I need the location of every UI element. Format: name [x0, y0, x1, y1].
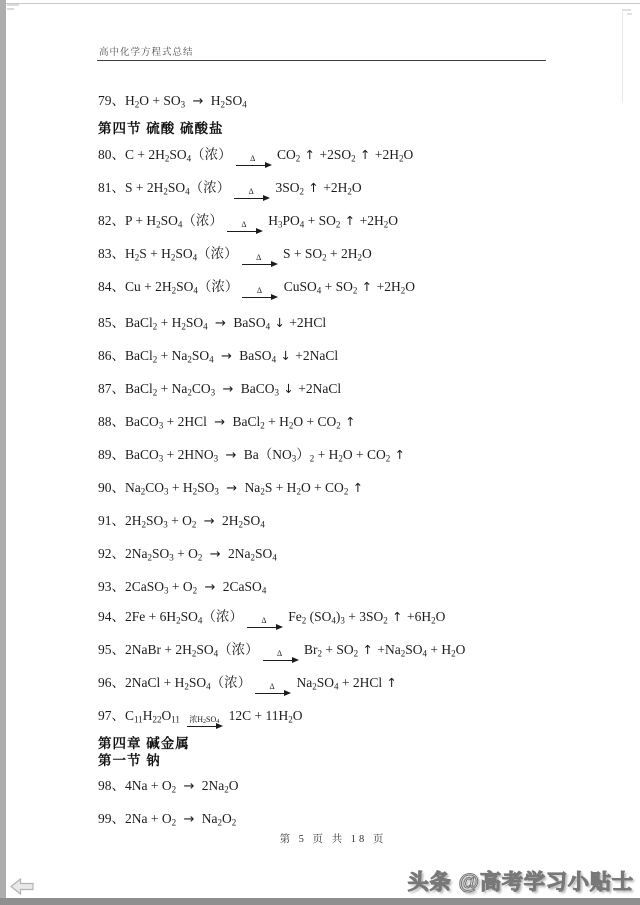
reaction-arrow-labeled-icon: Δ [236, 155, 270, 169]
reaction-arrow-icon: → [214, 414, 226, 430]
corner-artifact-icon [7, 2, 19, 16]
equation-line [98, 271, 578, 304]
equation-line [98, 667, 578, 700]
header-rule [97, 60, 546, 61]
reaction-arrow-labeled-icon: Δ [227, 221, 261, 235]
equation-line [98, 370, 578, 403]
equation-text: 84、$Cu + 2H_2SO_4$（浓） Δ CuSO$_4$ + $SO_2$ ↑ $+2H_2O$ [98, 275, 415, 301]
equation-line [98, 436, 578, 469]
reaction-arrow-icon: → [221, 348, 232, 364]
reaction-arrow-icon: → [226, 480, 238, 496]
page-top-rule [6, 3, 640, 4]
equation-line [98, 82, 578, 115]
equation-text: 91、$2H_2SO_3 + O_2 \to 2H_2SO_4$ [98, 512, 265, 529]
equation-text: 97、$C_{11}H_{22}O_{11}$ 浓$H_2SO_4$ $12C + 11H_2O$ [98, 704, 302, 730]
page-left-edge [0, 0, 6, 905]
reaction-arrow-labeled-icon: 浓$H_2SO_4$ [189, 714, 220, 725]
equation-text: 86、BaCl$_2$ + $Na_2SO_4$ → BaSO$_4$ ↓ +2NaCl [98, 347, 339, 364]
equation-text: 89、BaCO$_3$ + $2HNO_3 \to Ba(NO_3)_2 + H_2O + CO_2$ ↑ [98, 446, 406, 463]
equation-line [98, 304, 578, 337]
equation-line [98, 205, 578, 238]
equation-text: 98、$4Na + O_2 \to 2Na_2O$ [98, 777, 239, 794]
reaction-arrow-icon: → [183, 778, 195, 794]
page-number-footer: 第 5 页 共 18 页 [279, 834, 387, 845]
equation-text: 93、2CaSO$_3$ + $O_2$ → 2CaSO$_4$ [98, 578, 267, 595]
equation-list [98, 82, 578, 833]
reaction-arrow-icon: → [225, 447, 237, 463]
equation-text: 90、$Na_2CO_3 + H_2SO_3 \to Na_2S + H_2O + CO_2$ ↑ [98, 479, 364, 496]
watermark-text: 头条 @高考学习小贴士 [407, 871, 634, 894]
equation-line [98, 568, 578, 601]
equation-line [98, 634, 578, 667]
equation-text: 80、$C + 2H_2SO_4$（浓） Δ $CO_2$ ↑ $+2SO_2$ ↑ $+2H_2O$ [98, 143, 413, 169]
reaction-arrow-icon: → [183, 811, 195, 827]
reaction-arrow-icon: → [204, 579, 216, 595]
reaction-arrow-icon: → [192, 93, 204, 109]
equation-line [98, 337, 578, 370]
equation-text: 96、2NaCl + $H_2SO_4$（浓） Δ $Na_2SO_4 + 2HCl$ ↑ [98, 671, 398, 697]
reaction-arrow-labeled-icon: Δ [234, 188, 268, 202]
page-right-rule [622, 12, 623, 102]
equation-text: 85、BaCl$_2$ + $H_2SO_4$ → BaSO$_4$ ↓ +2HCl [98, 314, 327, 331]
reaction-arrow-icon: → [209, 546, 221, 562]
reaction-arrow-labeled-icon: Δ [255, 683, 289, 697]
reaction-arrow-labeled-icon: Δ [242, 254, 276, 268]
equation-line [98, 469, 578, 502]
equation-line [98, 800, 578, 833]
equation-line [98, 767, 578, 800]
equation-line [98, 238, 578, 271]
equation-line [98, 172, 578, 205]
equation-text: 99、$2Na + O_2 \to Na_2O_2$ [98, 810, 237, 827]
equation-text: 79、$H_2O + SO_3 \to H_2SO_4$ [98, 92, 247, 109]
equation-text: 87、BaCl$_2$ + $Na_2CO_3$ → BaCO$_3$ ↓ +2NaCl [98, 380, 342, 397]
equation-text: 94、$2Fe + 6H_2SO_4$（浓） Δ $Fe_2$ $(SO_4)_3 + 3SO_2$ ↑ $+6H_2O$ [98, 605, 445, 631]
equation-line [98, 403, 578, 436]
equation-text: 95、2NaBr + $2H_2SO_4$（浓） Δ $Br_2 + SO_2$ ↑ $+Na_2SO_4 + H_2O$ [98, 638, 465, 664]
equation-line [98, 601, 578, 634]
page-bottom-edge [0, 898, 640, 905]
equation-text: 81、$S + 2H_2SO_4$（浓） Δ $3SO_2$ ↑ $+2H_2O$ [98, 176, 362, 202]
equation-line [98, 535, 578, 568]
equation-text: 88、BaCO$_3$ + 2HCl → BaCl$_2$ + $H_2O + CO_2$ ↑ [98, 413, 356, 430]
equation-line [98, 700, 578, 733]
section-heading: 第四节 硫酸 硫酸盐 [98, 121, 224, 136]
equation-text: 83、$H_2S + H_2SO_4$（浓） Δ $S + SO_2 + 2H_2O$ [98, 242, 372, 268]
reaction-arrow-labeled-icon: Δ [247, 617, 281, 631]
reaction-arrow-icon: → [222, 381, 234, 397]
equation-line [98, 139, 578, 172]
reaction-arrow-icon: → [215, 315, 226, 331]
equation-line [98, 502, 578, 535]
equation-text: 92、$2Na_2SO_3 + O_2 \to 2Na_2SO_4$ [98, 545, 277, 562]
reaction-arrow-icon: → [203, 513, 215, 529]
reaction-arrow-labeled-icon: Δ [263, 650, 297, 664]
document-header-title: 高中化学方程式总结 [99, 47, 194, 58]
back-arrow-icon[interactable] [10, 878, 34, 895]
corner-artifact-top-right-icon [622, 7, 636, 17]
section-heading: 第一节 钠 [98, 752, 161, 768]
section-heading: 第四章 碱金属 [98, 735, 190, 751]
reaction-arrow-labeled-icon: Δ [242, 287, 276, 301]
equation-text: 82、$P + H_2SO_4$（浓） Δ $H_3PO_4 + SO_2$ ↑ $+2H_2O$ [98, 209, 398, 235]
